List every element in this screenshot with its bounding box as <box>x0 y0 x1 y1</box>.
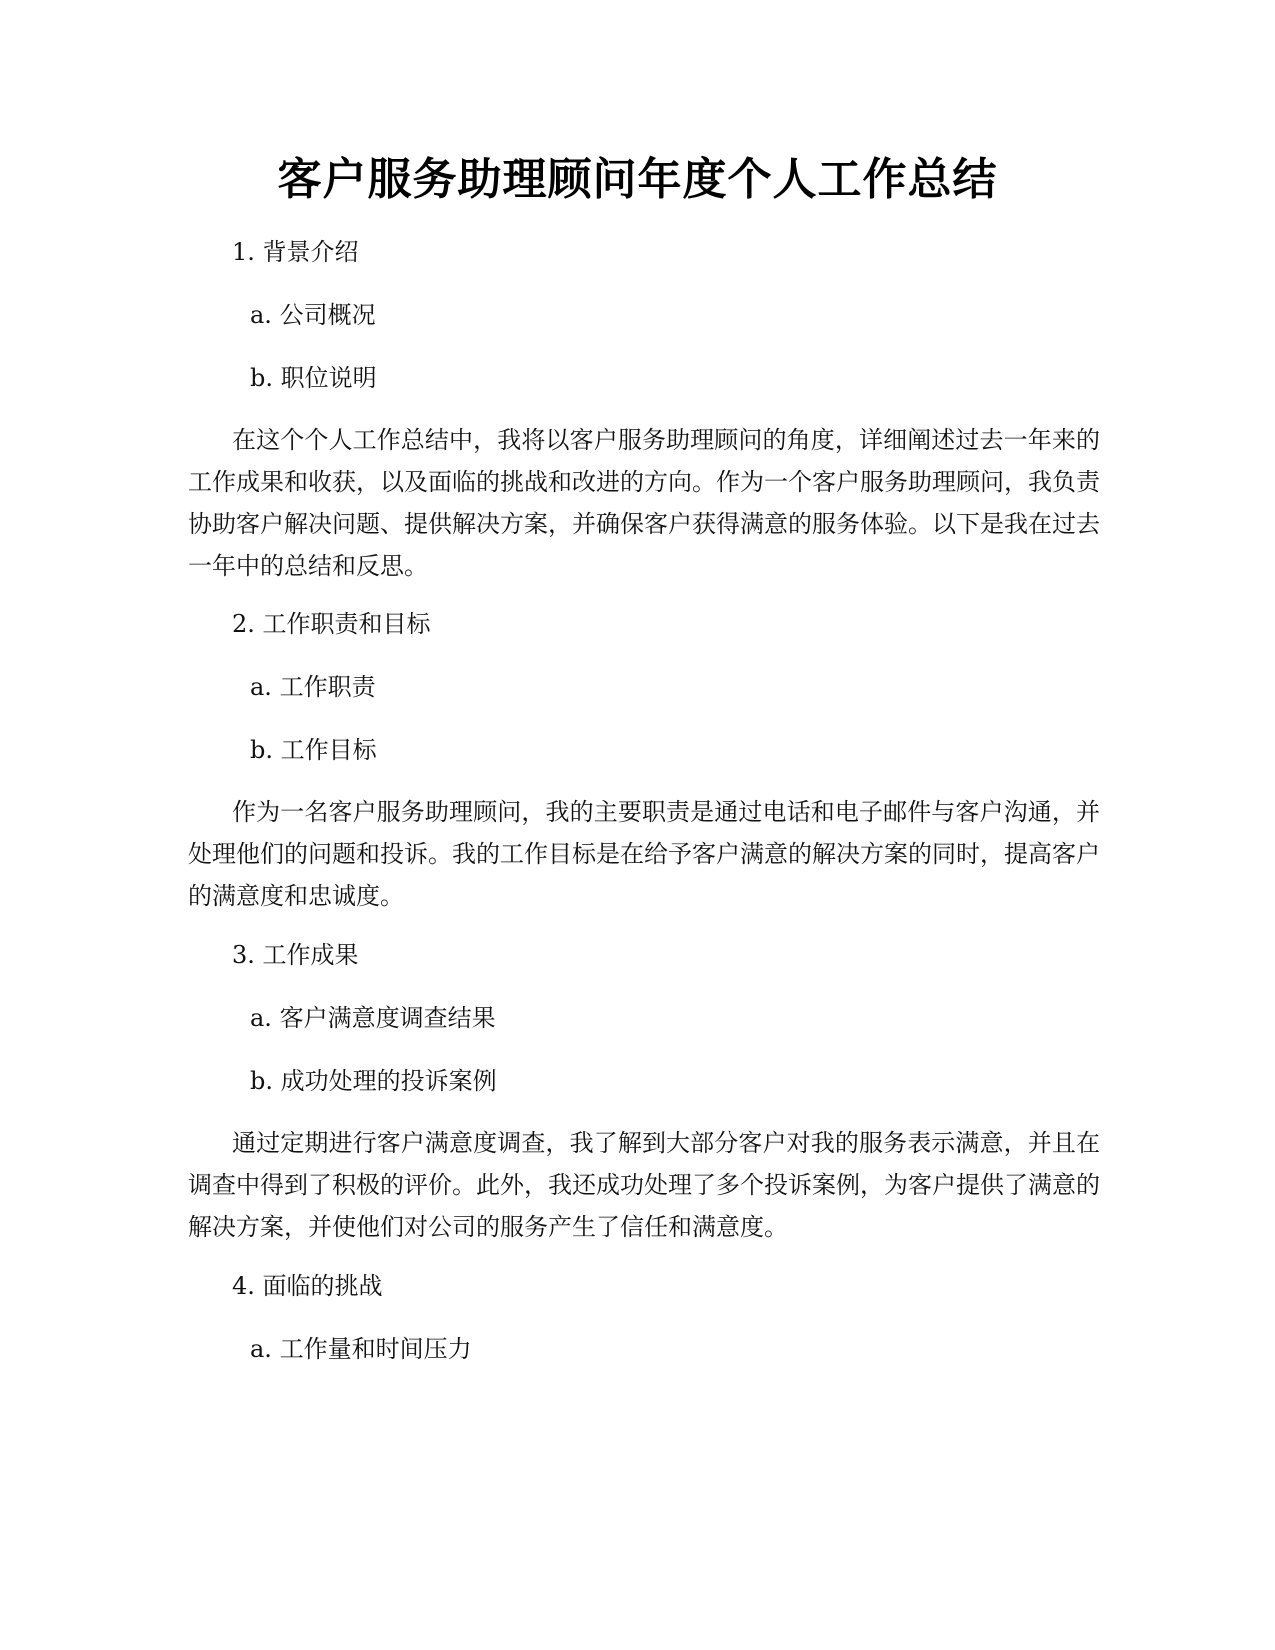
section-subitem: a. 工作职责 <box>250 673 376 701</box>
section-paragraph: 在这个个人工作总结中，我将以客户服务助理顾问的角度，详细阐述过去一年来的工作成果和收获，以及面临的挑战和改进的方向。作为一个客户服务助理顾问，我负责协助客户解决问题、提供解决方案，并确保客户获得满意的服务体验。以下是我在过去一年中的总结和反思。 <box>188 426 1100 580</box>
section-subitem: b. 工作目标 <box>250 736 377 764</box>
section-subitem: a. 工作量和时间压力 <box>250 1335 472 1363</box>
section-subitem: a. 客户满意度调查结果 <box>250 1004 496 1032</box>
section-heading: 1. 背景介绍 <box>232 238 359 266</box>
section-subitem: b. 成功处理的投诉案例 <box>250 1067 497 1095</box>
document-title: 客户服务助理顾问年度个人工作总结 <box>277 154 998 205</box>
section-heading: 2. 工作职责和目标 <box>232 610 431 638</box>
section-heading: 3. 工作成果 <box>232 941 359 969</box>
section-paragraph: 作为一名客户服务助理顾问，我的主要职责是通过电话和电子邮件与客户沟通，并处理他们的问题和投诉。我的工作目标是在给予客户满意的解决方案的同时，提高客户的满意度和忠诚度。 <box>188 798 1100 910</box>
section-subitem: b. 职位说明 <box>250 364 377 392</box>
section-subitem: a. 公司概况 <box>250 301 376 329</box>
section-paragraph: 通过定期进行客户满意度调查，我了解到大部分客户对我的服务表示满意，并且在调查中得到了积极的评价。此外，我还成功处理了多个投诉案例，为客户提供了满意的解决方案，并使他们对公司的服务产生了信任和满意度。 <box>188 1129 1100 1241</box>
section-heading: 4. 面临的挑战 <box>232 1272 383 1300</box>
